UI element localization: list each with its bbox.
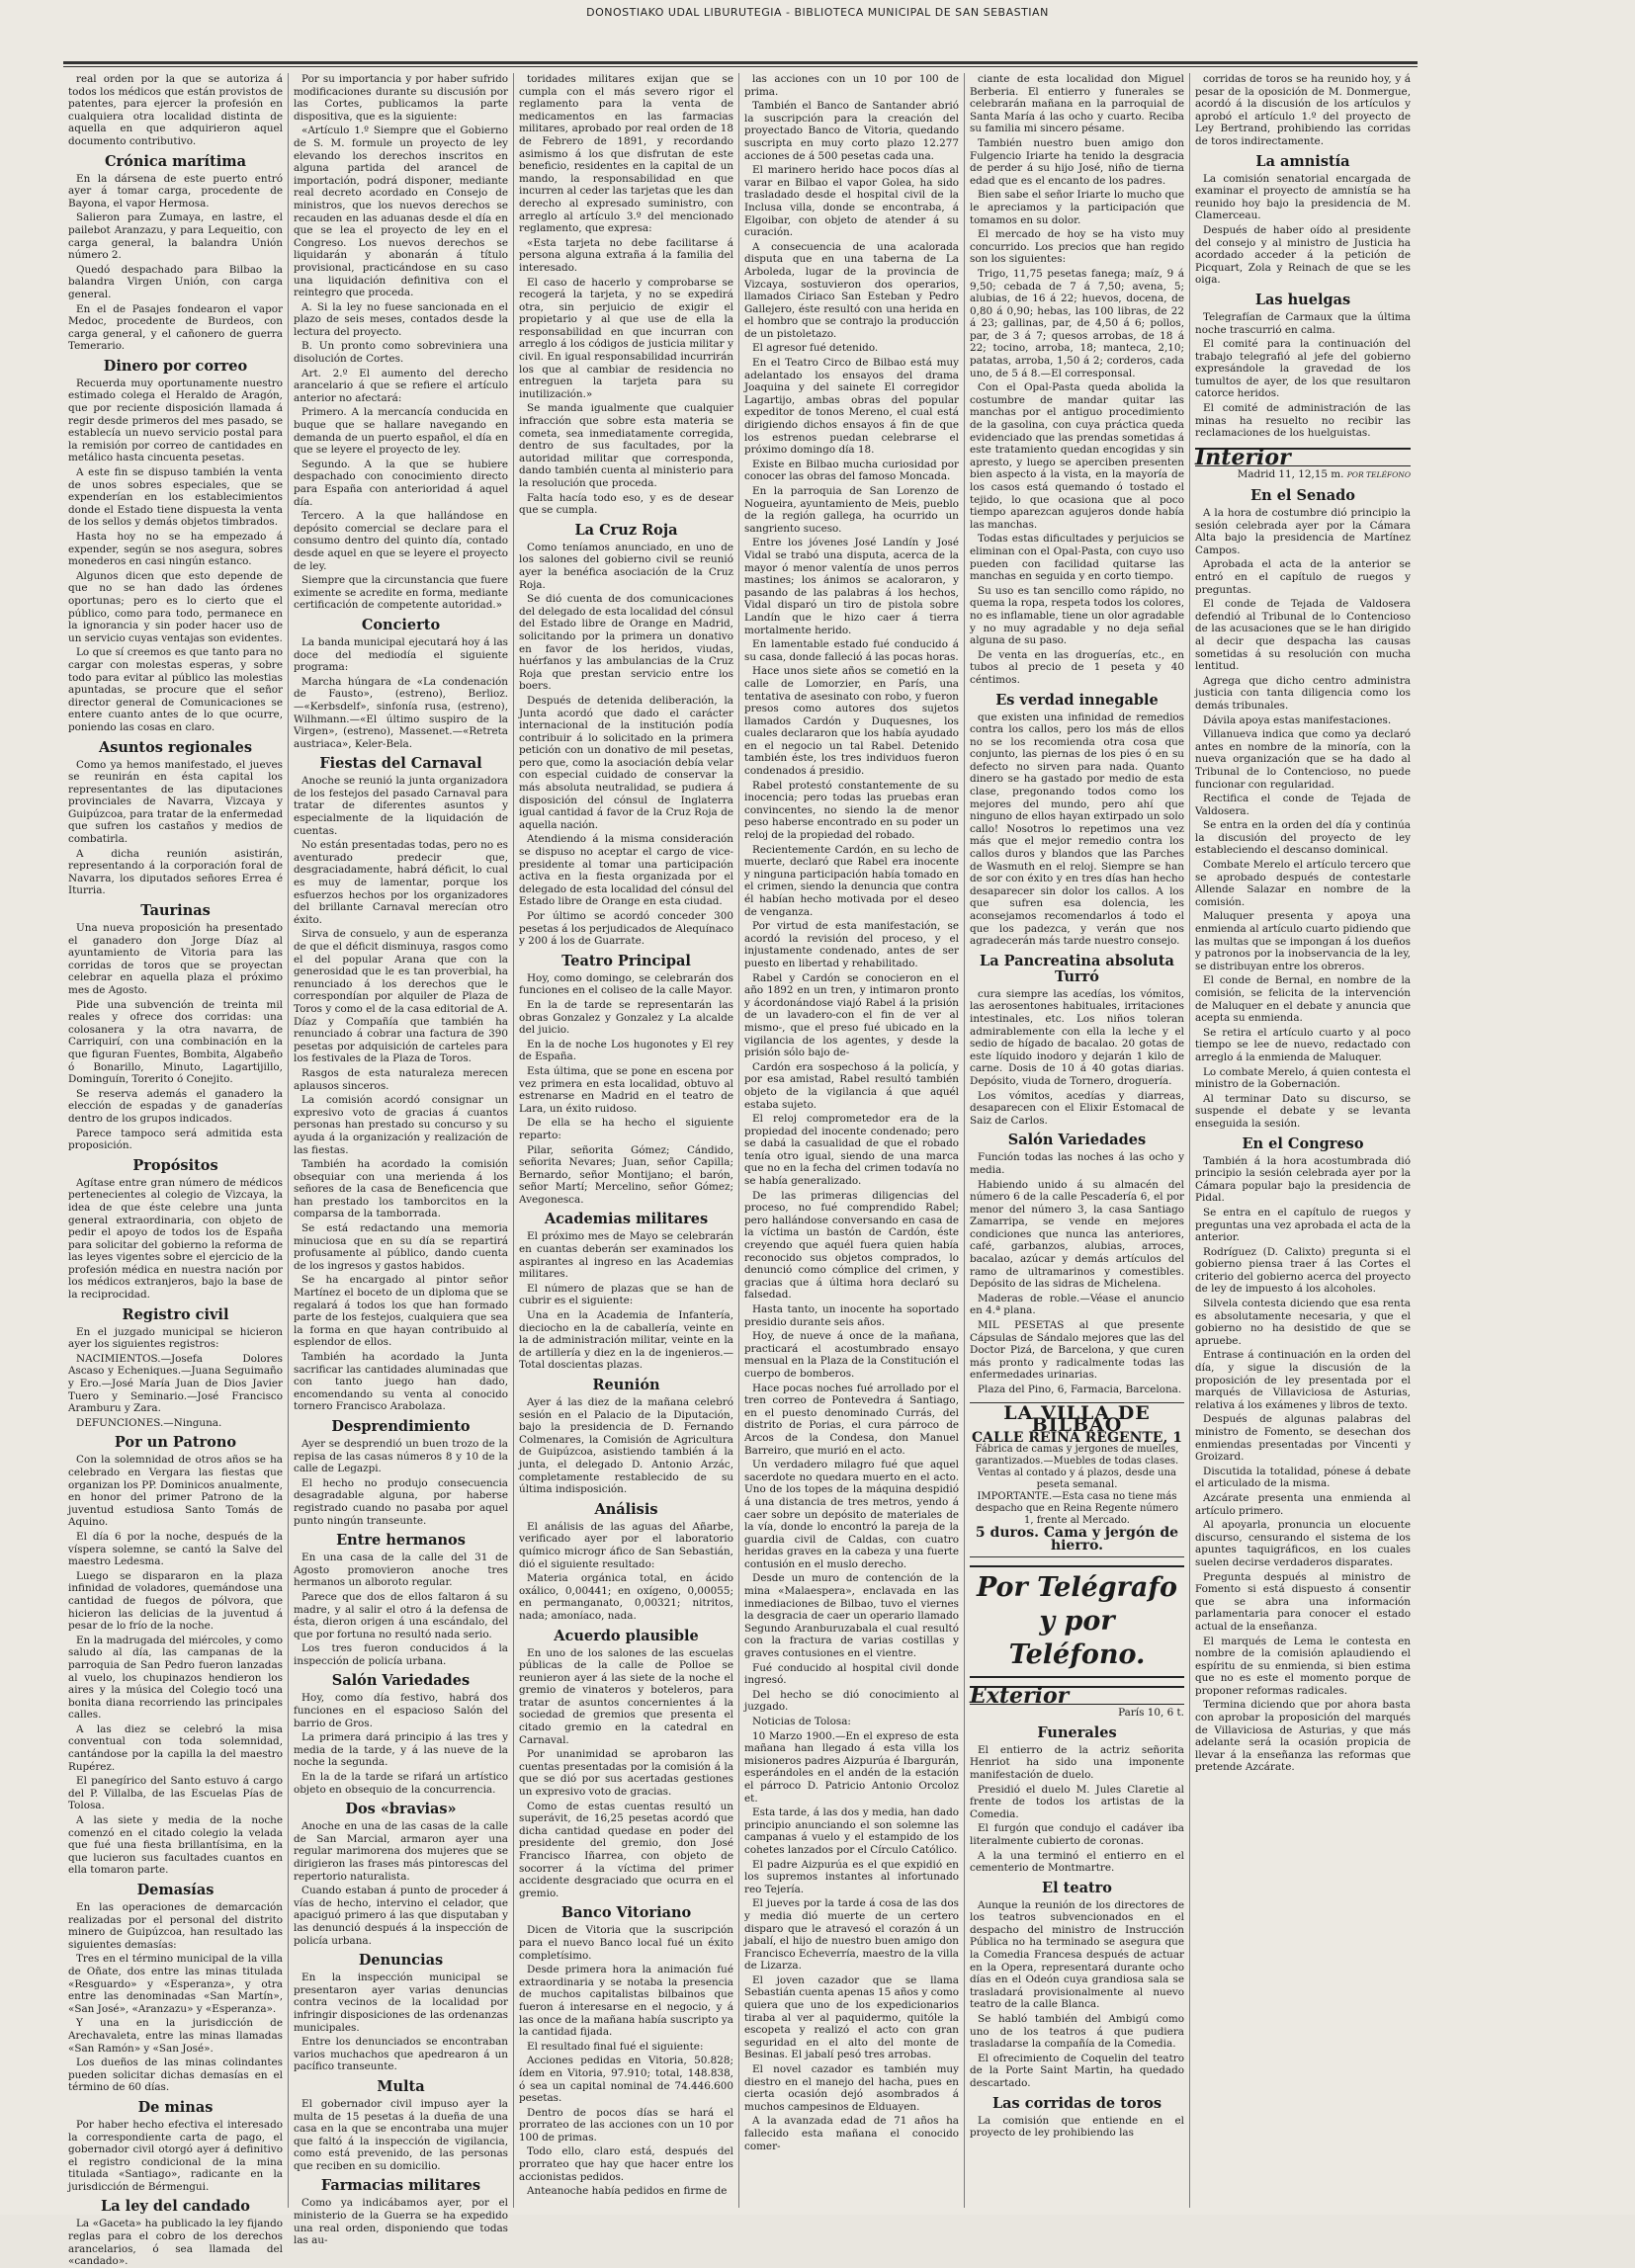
article-paragraph: las acciones con un 10 por 100 de prima.: [744, 73, 959, 98]
article-paragraph: Falta hacía todo eso, y es de desear que se cumpla.: [519, 491, 733, 517]
section-heading: Exterior: [970, 1686, 1184, 1706]
article-paragraph: El panegírico del Santo estuvo á cargo del P. Villalba, de las Escuelas Pías de Tolosa.: [68, 1775, 283, 1812]
article-paragraph: Al terminar Dato su discurso, se suspende el debate y se levanta enseguida la sesión.: [1195, 1092, 1411, 1130]
article-paragraph: El conde de Tejada de Valdosera defendió al Tribunal de lo Contencioso de las acusaciones que se le han dirigido al decir que despacha las causas sometidas á su resolución con mucha lentitud.: [1195, 598, 1411, 673]
article-paragraph: Se habló también del Ambigú como uno de los teatros á que pudiera trasladarse la compañía de la Comedia.: [970, 2013, 1184, 2051]
article-paragraph: Hasta hoy no se ha empezado á expender, según se nos asegura, sobres monederos en casi ningún estanco.: [68, 531, 283, 568]
article-paragraph: Lo combate Merelo, á quien contesta el ministro de la Gobernación.: [1195, 1065, 1411, 1091]
article-paragraph: Rodríguez (D. Calixto) pregunta si el gobierno piensa traer á las Cortes el criterio del gobierno acerca del proyecto de ley de impuesto á los alcoholes.: [1195, 1245, 1411, 1296]
article-paragraph: Existe en Bilbao mucha curiosidad por conocer las obras del famoso Moncada.: [744, 458, 959, 483]
column-4: [739, 73, 965, 2208]
dateline-text: París 10, 6 t.: [1118, 1707, 1184, 1720]
article-paragraph: El padre Aizpurúa es el que expidió en los supremos instantes al infortunado reo Tejería.: [744, 1858, 959, 1895]
article-paragraph: El resultado final fué el siguiente:: [527, 2040, 704, 2053]
article-paragraph: Villanueva indica que como ya declaró antes en nombre de la minoría, con la nueva organización que se ha dado al Tribunal de lo Contencioso, no puede funcionar con regularidad.: [1195, 728, 1411, 791]
article-paragraph: Sirva de consuelo, y aun de esperanza de que el déficit disminuya, rasgos como el del popular Arana que con la generosidad que le es tan proverbial, ha renunciado á los derechos que le correspondían por alquiler de Plaza de Toros y como el de la casa editorial de A. Díaz y Compañía que también ha renunciado á cobrar una factura de 390 pesetas por adquisición de carteles para los festivales de la Plaza de Toros.: [294, 928, 508, 1065]
article-headline: Funerales: [1037, 1723, 1117, 1741]
article-paragraph: A. Si la ley no fuese sancionada en el plazo de seis meses, contados desde la lectura del proyecto.: [294, 300, 508, 338]
article-paragraph: El jueves por la tarde á cosa de las dos y media dió muerte de un certero disparo que le atravesó el corazón á un jabalí, el hijo de nuestro buen amigo don Francisco Echeverría, maestro de la villa de Lizarza.: [744, 1897, 959, 1973]
article-headline: La amnistía: [1255, 152, 1350, 170]
article-paragraph: El próximo mes de Mayo se celebrarán en cuantas deberán ser examinados los aspirantes al ingreso en las Academias militares.: [519, 1230, 733, 1281]
article-paragraph: Quedó despachado para Bilbao la balandra Virgen Unión, con carga general.: [68, 263, 283, 300]
article-headline: Concierto: [361, 616, 441, 633]
article-paragraph: Pilar, señorita Gómez; Cándido, señorita Nevares; Juan, señor Capilla; Bernardo, señor Montijano; el barón, señor Martí; Mercelino, señor Gómez; Avegonesca.: [519, 1143, 733, 1206]
article-paragraph: Agrega que dicho centro administra justicia con tanta diligencia como los demás tribunales.: [1195, 674, 1411, 712]
article-paragraph: Fué conducido al hospital civil donde ingresó.: [744, 1661, 959, 1687]
article-paragraph: En el Teatro Circo de Bilbao está muy adelantado los ensayos del drama Joaquina y del sainete El corregidor Lagartijo, ambas obras del popular expeditor de tonos Mereno, el cual está dirigiendo dichos ensayos á fin de que los estrenos puedan celebrarse el próximo domingo día 18.: [744, 357, 959, 457]
article-paragraph: Bien sabe el señor Iriarte lo mucho que le apreciamos y la participación que tomamos en su dolor.: [970, 189, 1184, 226]
article-headline: Las corridas de toros: [991, 2094, 1162, 2112]
article-paragraph: El marqués de Lema le contesta en nombre de la comisión aplaudiendo el espíritu de su enmienda, si bien estima que no es este el momento porque de proponer reformas radicales.: [1195, 1635, 1411, 1697]
article-paragraph: En la de tarde se representarán las obras Gonzalez y Gonzalez y La alcalde del juicio.: [519, 998, 733, 1037]
dateline: [970, 1707, 1184, 1720]
article-headline: En el Senado: [1250, 487, 1355, 505]
article-paragraph: Después de algunas palabras del ministro de Fomento, se desechan dos enmiendas presentadas por Vincenti y Groizard.: [1195, 1413, 1411, 1464]
article-paragraph: Maderas de roble.—Véase el anuncio en 4.ª plana.: [970, 1292, 1184, 1317]
article-paragraph: Cuando estaban á punto de proceder á vías de hecho, intervino el celador, que apaciguó primero á las que disputaban y las denunció después á la inspección de policía urbana.: [294, 1885, 508, 1947]
article-headline: Acuerdo plausible: [554, 1627, 699, 1644]
article-headline: Crónica marítima: [104, 152, 246, 170]
article-paragraph: En uno de los salones de las escuelas públicas de la calle de Polloe se reunieron ayer á las siete de la noche el gremio de vinateros y boteleros, para tratar de asuntos concernientes á la sociedad de gremios que presenta el citado gremio en la catedral en Carnaval.: [519, 1646, 733, 1746]
article-paragraph: Siempre que la circunstancia que fuere eximente se acredite en forma, mediante certificación de competente autoridad.»: [294, 574, 508, 612]
article-paragraph: Luego se dispararon en la plaza infinidad de voladores, quemándose una cantidad de fuegos de pólvora, que hicieron las delicias de la juventud á pesar de lo frío de la noche.: [68, 1569, 283, 1633]
column-2: [289, 73, 514, 2247]
article-paragraph: La banda municipal ejecutará hoy á las doce del mediodía el siguiente programa:: [294, 635, 508, 674]
article-paragraph: Algunos dicen que esto depende de que no se han dado las órdenes oportunas; pero es lo cierto que el público, como para todo, permanece en la ignorancia y sin poder hacer uso de un servicio cuyas ventajas son evidentes.: [68, 569, 283, 644]
article-paragraph: A este fin se dispuso también la venta de unos sobres especiales, que se expenderían en los establecimientos donde el Estado tiene dispuesta la venta de los sellos y demás objetos timbrados.: [68, 466, 283, 529]
article-paragraph: Ayer se desprendió un buen trozo de la repisa de las casas números 8 y 10 de la calle de Legazpi.: [294, 1437, 508, 1475]
article-paragraph: Salieron para Zumaya, en lastre, el pailebot Aranzazu, y para Lequeitio, con carga general, la balandra Unión número 2.: [68, 211, 283, 262]
article-paragraph: ciante de esta localidad don Miguel Berberia. El entierro y funerales se celebrarán mañana en la parroquial de Santa María á las ocho y cuarto. Reciba su familia mi sincero pésame.: [970, 73, 1184, 135]
article-paragraph: MIL PESETAS al que presente Cápsulas de Sándalo mejores que las del Doctor Pizá, de Barcelona, y que curen más pronto y radicalmente todas las enfermedades urinarias.: [970, 1319, 1184, 1382]
article-paragraph: Hasta tanto, un inocente ha soportado presidio durante seis años.: [744, 1303, 959, 1328]
ad-line: Fábrica de camas y jergones de muelles, garantizados.—Muebles de todas clases.: [975, 1444, 1179, 1468]
ad-line: Ventas al contado y á plazos, desde una peseta semanal.: [977, 1468, 1177, 1491]
article-paragraph: Con la solemnidad de otros años se ha celebrado en Vergara las fiestas que organizan los PP. Dominicos anualmente, en honor del primer Patrono de la juventud estudiosa Santo Tomás de Aquino.: [68, 1454, 283, 1529]
article-headline: Análisis: [594, 1500, 658, 1518]
article-paragraph: No están presentadas todas, pero no es aventurado predecir que, desgraciadamente, habrá déficit, lo cual es muy de lamentar, porque los esfuerzos hechos por los organizadores del brillante Carnaval merecían otro éxito.: [294, 839, 508, 926]
article-headline: Registro civil: [122, 1305, 229, 1323]
article-paragraph: Como ya indicábamos ayer, por el ministerio de la Guerra se ha expedido una real orden, disponiendo que todas las au-: [294, 2197, 508, 2247]
article-paragraph: De ella se ha hecho el siguiente reparto:: [519, 1117, 733, 1141]
article-paragraph: El comité para la continuación del trabajo telegrafió al jefe del gobierno expresándole la gravedad de los tumultos de ayer, de los que resultaron catorce heridos.: [1195, 338, 1411, 400]
column-1: [63, 73, 289, 2268]
article-paragraph: Pregunta después al ministro de Fomento si está dispuesto á consentir que se abra una información parlamentaria para conocer el estado actual de la enseñanza.: [1195, 1570, 1411, 1633]
article-paragraph: Y una en la jurisdicción de Arechavaleta, entre las minas llamadas «San Ramón» y «San José».: [68, 2017, 283, 2055]
article-paragraph: De las primeras diligencias del proceso, no fué comprendido Rabel; pero hallándose conversando en casa de la víctima un bastón de Cardón, éste creyendo que aquél fuera quien había reconocido sus objetos comprados, lo denunció como cómplice del crimen, y gracias que á última hora declaró su falsedad.: [744, 1189, 959, 1302]
article-paragraph: Se reserva además el ganadero la elección de espadas y de ganaderías dentro de los grupos indicados.: [68, 1087, 283, 1125]
article-headline: La ley del candado: [101, 2198, 250, 2216]
article-headline: De minas: [137, 2098, 214, 2116]
article-paragraph: Discutida la totalidad, pónese á debate el articulado de la misma.: [1195, 1465, 1411, 1490]
article-paragraph: Se está redactando una memoria minuciosa que en su día se repartirá profusamente al público, dando cuenta de los ingresos y gastos habidos.: [294, 1222, 508, 1272]
article-paragraph: NACIMIENTOS.—Josefa Dolores Ascaso y Echeniques.—Juana Seguimaño y Ero.—José María Juan de Dios Javier Tuero y Seminario.—José Francisco Aramburu y Zara.: [68, 1352, 283, 1415]
article-paragraph: Desde un muro de contención de la mina «Malaespera», enclavada en las inmediaciones de Bilbao, tuvo el viernes la desgracia de caer un operario llamado Segundo Aranburuzabala el cual resultó con la fractura de varias costillas y graves contusiones en el vientre.: [744, 1572, 959, 1660]
article-paragraph: El marinero herido hace pocos días al varar en Bilbao el vapor Golea, ha sido trasladado desde el hospital civil de la Inclusa villa, donde se encontraba, á Elgoibar, con objeto de atender á su curación.: [744, 164, 959, 239]
article-paragraph: El agresor fué detenido.: [752, 342, 879, 355]
article-headline: En el Congreso: [1242, 1134, 1364, 1152]
article-paragraph: real orden por la que se autoriza á todos los médicos que están provistos de patentes, para ejercer la profesión en cualquiera otra localidad distinta de aquella en que adquirieron aquel documento contributivo.: [68, 73, 283, 147]
article-paragraph: También el Banco de Santander abrió la suscripción para la creación del proyectado Banco de Vitoria, quedando suscripta en muy corto plazo 12.277 acciones de á 500 pesetas cada una.: [744, 100, 959, 162]
article-headline: Dos «bravias»: [345, 1801, 457, 1818]
article-paragraph: Hoy, como día festivo, habrá dos funciones en el espacioso Salón del barrio de Gros.: [294, 1692, 508, 1729]
article-paragraph: También ha acordado la comisión obsequiar con una merienda á los señores de la casa de Beneficencia que han prestado los tamborcitos en la comparsa de la tamborrada.: [294, 1158, 508, 1220]
article-paragraph: Entre los jóvenes José Landín y José Vidal se trabó una disputa, acerca de la mayor ó menor valentía de unos perros mastines; los ánimos se acaloraron, y pasando de las palabras á los hechos, Vidal disparó un tiro de pistola sobre Landín que le hizo caer á tierra mortalmente herido.: [744, 537, 959, 636]
column-3: [514, 73, 739, 2208]
article-paragraph: El joven cazador que se llama Sebastián cuenta apenas 15 años y como quiera que uno de los expedicionarios tiraba al ver al paquidermo, quitóle la escopeta y realizó el acto con gran seguridad en el alto del monte de Besinas. El jabalí pesó tres arrobas.: [744, 1974, 959, 2061]
article-paragraph: En la inspección municipal se presentaron ayer varias denuncias contra vecinos de la localidad por infringir disposiciones de las ordenanzas municipales.: [294, 1972, 508, 2034]
article-paragraph: Acciones pedidas en Vitoria, 50.828; ídem en Vitoria, 97.910; total, 148.838, ó sea un capital nominal de 74.446.600 pesetas.: [519, 2055, 733, 2105]
article-paragraph: Presidió el duelo M. Jules Claretie al frente de todos los artistas de la Comedia.: [970, 1783, 1184, 1820]
article-paragraph: Primero. A la mercancía conducida en buque que se hallare navegando en demanda de un puerto español, el día en que se leyere el proyecto de ley.: [294, 406, 508, 457]
article-paragraph: Maluquer presenta y apoya una enmienda al artículo cuarto pidiendo que las multas que se impongan á los dueños y patronos por la inobservancia de la ley, se distribuyan entre los obreros.: [1195, 910, 1411, 972]
article-paragraph: Segundo. A la que se hubiere despachado con conocimiento directo para España con anterioridad á aquel día.: [294, 458, 508, 508]
article-paragraph: Rasgos de esta naturaleza merecen aplausos sinceros.: [294, 1066, 508, 1092]
article-headline: Salón Variedades: [1007, 1132, 1147, 1149]
article-paragraph: Como teníamos anunciado, en uno de los salones del gobierno civil se reunió ayer la benéfica asociación de la Cruz Roja.: [519, 541, 733, 591]
article-headline: Por un Patrono: [114, 1434, 237, 1452]
article-paragraph: En la de la tarde se rifará un artístico objeto en obsequio de la concurrencia.: [294, 1771, 508, 1796]
article-paragraph: Se manda igualmente que cualquier infracción que sobre esta materia se cometa, sea inmediatamente corregida, dentro de sus facultades, por la autoridad militar que corresponda, dando también cuenta al ministerio para la resolución que proceda.: [519, 402, 733, 489]
article-paragraph: Art. 2.º El aumento del derecho arancelario á que se refiere el artículo anterior no afectará:: [294, 367, 508, 404]
article-headline: La Pancreatina absoluta Turró: [980, 952, 1174, 985]
ad-subtitle: CALLE REINA REGENTE, 1: [972, 1429, 1182, 1446]
article-paragraph: La «Gaceta» ha publicado la ley fijando reglas para el cobro de los derechos arancelarios, ó sea llamada del «candado».: [68, 2218, 283, 2268]
article-headline: Academias militares: [544, 1211, 709, 1228]
article-headline: Entre hermanos: [336, 1532, 466, 1550]
article-paragraph: La comisión acordó consignar un expresivo voto de gracias á cuantos personas han prestado su concurso y su ayuda á la organización y realización de las fiestas.: [294, 1094, 508, 1156]
article-paragraph: En lamentable estado fué conducido á su casa, donde falleció á las pocas horas.: [744, 638, 959, 663]
ad-line: IMPORTANTE.—Esta casa no tiene más despacho que en Reina Regente número 1, frente al Mercado.: [975, 1491, 1179, 1527]
article-paragraph: Después de haber oído al presidente del consejo y al ministro de Justicia ha acordado acceder á la petición de Picquart, Zola y Reinach de que se les oiga.: [1195, 223, 1411, 287]
article-paragraph: Lo que sí creemos es que tanto para no cargar con molestas esperas, y sobre todo para evitar al público las molestias apuntadas, se procure que el señor director general de Comunicaciones se entere cuanto antes de lo que ocurre, poniendo las cosas en claro.: [68, 646, 283, 733]
article-paragraph: Después de detenida deliberación, la Junta acordó que dado el carácter internacional de la institución podía contribuir á lo solicitado en la primera petición con un donativo de mil pesetas, pero que, como la asociación debía velar con especial cuidado de conservar la más absoluta neutralidad, se pudiera á disposición del cónsul de Inglaterra igual cantidad á favor de la Cruz Roja de aquella nación.: [519, 694, 733, 831]
article-paragraph: Anoche se reunió la junta organizadora de los festejos del pasado Carnaval para tratar de diferentes asuntos y especialmente de la liquidación de cuentas.: [294, 775, 508, 837]
article-paragraph: 10 Marzo 1900.—En el expreso de esta mañana han llegado á esta villa los misioneros padres Aizpurúa é Ibargurán, esperándoles en el andén de la estación el párroco D. Patricio Antonio Orcoloz et.: [744, 1729, 959, 1805]
article-paragraph: La comisión que entiende en el proyecto de ley prohibiendo las: [970, 2114, 1184, 2140]
article-paragraph: Un verdadero milagro fué que aquel sacerdote no quedara muerto en el acto. Uno de los topes de la máquina despidió á una distancia de tres metros, yendo á caer sobre un depósito de materiales de la vía, donde lo encontró la pareja de la guardia civil de Caldas, con cuatro heridas graves en la cabeza y una fuerte contusión en el muslo derecho.: [744, 1459, 959, 1570]
article-headline: Es verdad innegable: [995, 691, 1159, 709]
article-paragraph: En el juzgado municipal se hicieron ayer los siguientes registros:: [68, 1325, 283, 1351]
article-paragraph: Esta tarde, á las dos y media, han dado principio anunciando el son solemne las campanas á vuelo y el estampido de los cohetes lanzados por el Círculo Católico.: [744, 1806, 959, 1856]
article-paragraph: Todo ello, claro está, después del prorrateo que hay que hacer entre los accionistas pedidos.: [519, 2145, 733, 2183]
article-paragraph: A la una terminó el entierro en el cementerio de Montmartre.: [970, 1849, 1184, 1875]
article-paragraph: Por virtud de esta manifestación, se acordó la revisión del proceso, y el injustamente condenado, antes de ser puesto en libertad y rehabilitado.: [744, 920, 959, 969]
article-paragraph: Se ha encargado al pintor señor Martínez el boceto de un diploma que se regalará á todos los que han formado parte de los festejos, cualquiera que sea la forma en que hayan contribuido al esplendor de ellos.: [294, 1274, 508, 1349]
article-headline: Banco Vitoriano: [560, 1904, 692, 1922]
article-paragraph: Rectifica el conde de Tejada de Valdosera.: [1195, 793, 1411, 817]
article-paragraph: Hoy, de nueve á once de la mañana, practicará el acostumbrado ensayo mensual en la Plaza de la Constitución el cuerpo de bomberos.: [744, 1330, 959, 1380]
article-paragraph: Por último se acordó conceder 300 pesetas á los perjudicados de Alequínaco y 200 á los de Guarrate.: [519, 910, 733, 948]
article-paragraph: Combate Merelo el artículo tercero que se aprobado después de contestarle Allende Salazar en nombre de la comisión.: [1195, 859, 1411, 908]
article-paragraph: Se entra en el capítulo de ruegos y preguntas una vez aprobada el acta de la anterior.: [1195, 1206, 1411, 1244]
article-paragraph: Parece que dos de ellos faltaron á su madre, y al salir el otro á la defensa de ésta, dieron origen á una escándalo, del que por fortuna no resultó nada serio.: [294, 1590, 508, 1640]
article-paragraph: que existen una infinidad de remedios contra los callos, pero los más de ellos no se los recomienda otra cosa que conjunto, las piernas de los pies ó en su defecto no sirven para nada. Quanto dinero se ha gastado por medio de esta clase, pregonando todos como los mejores del mundo, pero ahí que ninguno de ellos hayan extirpado un solo callo! Nosotros lo repetimos una vez más que el mejor remedio contra los callos duros y blandos que las Parches de Wasmuth en el reloj. Siempre se han de sor con éxito y en tres días han hecho desaparecer sin dolor los callos. A los que sufren esa dolencia, les aconsejamos recomendarlos á todo el que los padezca, y verán que nos agradecerán más tarde nuestro consejo.: [970, 711, 1184, 948]
article-paragraph: A las siete y media de la noche comenzó en el citado colegio la velada que fué una fiesta brillantísima, en la que lucieron sus facultades cuantos en ella tomaron parte.: [68, 1814, 283, 1877]
article-paragraph: Tres en el término municipal de la villa de Oñate, dos entre las minas titulada «Resguardo» y «Esperanza», y otra entre las denominadas «San Martín», «San José», «Aranzazu» y «Esperanza».: [68, 1953, 283, 2015]
article-paragraph: El comité de administración de las minas ha resuelto no recibir las reclamaciones de los huelguistas.: [1195, 402, 1411, 440]
article-headline: Asuntos regionales: [98, 738, 253, 756]
article-paragraph: Por su importancia y por haber sufrido modificaciones durante su discusión por las Cortes, publicamos la parte dispositiva, que es la siguiente:: [294, 73, 508, 123]
article-paragraph: Al apoyarla, pronuncia un elocuente discurso, censurando el sistema de los apuntes taquigráficos, en los cuales suelen decirse verdaderos disparates.: [1195, 1519, 1411, 1568]
library-banner: DONOSTIAKO UDAL LIBURUTEGIA - BIBLIOTECA MUNICIPAL DE SAN SEBASTIAN: [586, 6, 1049, 19]
article-paragraph: Pide una subvención de treinta mil reales y ofrece dos corridas: una colosanera y la otra navarra, de Carriquirí, con una combinación en la que figuran Fuentes, Bombita, Algabeño ó Bonarillo, Minuto, Lagartijillo, Dominguín, Torerito ó Conejito.: [68, 998, 283, 1086]
article-paragraph: El reloj comprometedor era de la propiedad del inocente condenado; pero se dabá la casualidad de que el robado tenía otro igual, siendo de una marca que no en la fecha del crimen todavía no se había generalizado.: [744, 1113, 959, 1188]
article-paragraph: Hace pocas noches fué arrollado por el tren correo de Pontevedra á Santiago, en el puesto denominado Currás, del distrito de Porias, el cura párroco de Arcos de la Condesa, don Manuel Barreiro, que murió en el acto.: [744, 1382, 959, 1457]
article-paragraph: Dicen de Vitoria que la suscripción para el nuevo Banco local fué un éxito completísimo.: [519, 1924, 733, 1962]
article-paragraph: El furgón que condujo el cadáver iba literalmente cubierto de coronas.: [970, 1822, 1184, 1847]
article-paragraph: Aunque la reunión de los directores de los teatros subvencionados en el despacho del ministro de Instrucción Pública no ha terminado se asegura que la Comedia Francesa después de actuar en la Opera, representará durante ocho días en el Odeón cuya grandiosa sala se trasladará provisionalmente al nuevo teatro de la calle Blanca.: [970, 1898, 1184, 2011]
article-paragraph: En las operaciones de demarcación realizadas por el personal del distrito minero de Guipúzcoa, han resultado las siguientes demasías:: [68, 1901, 283, 1951]
article-paragraph: De venta en las droguerías, etc., en tubos al precio de 1 peseta y 40 céntimos.: [970, 648, 1184, 686]
dateline-source: POR TELÉFONO: [1346, 470, 1411, 480]
article-paragraph: Una en la Academia de Infantería, dieciocho en la de caballería, veinte en la de administración militar, veinte en la de artillería y diez en la de ingenieros.—Total doscientas plazas.: [519, 1309, 733, 1372]
article-paragraph: Noticias de Tolosa:: [752, 1716, 851, 1727]
article-paragraph: Anoche en una de las casas de la calle de San Marcial, armaron ayer una regular marimorena dos mujeres que se dirigieron las frases más pintorescas del repertorio naturalista.: [294, 1820, 508, 1883]
article-paragraph: Por unanimidad se aprobaron las cuentas presentadas por la comisión á la que se dió por sus acertadas gestiones un expresivo voto de gracias.: [519, 1748, 733, 1799]
article-paragraph: Rabel y Cardón se conocieron en el año 1892 en un tren, y intimaron pronto y ácordonándose viajó Rabel á la prisión de un lavadero-con el fin de ver al mismo-, que el preso fué ubicado en la vigilancia de los agentes, y desde la prisión sólo bajo de-: [744, 971, 959, 1059]
article-paragraph: A la hora de costumbre dió principio la sesión celebrada ayer por la Cámara Alta bajo la presidencia de Martínez Campos.: [1195, 507, 1411, 556]
article-paragraph: Atendiendo á la misma consideración se dispuso no aceptar el cargo de vice-presidente al tomar una participación activa en la fiesta organizada por el delegado de esta localidad del cónsul del Estado libre de Orange en esta ciudad.: [519, 833, 733, 908]
article-headline: Taurinas: [140, 902, 211, 920]
article-paragraph: A la avanzada edad de 71 años ha fallecido esta mañana el conocido comer-: [744, 2115, 959, 2152]
article-paragraph: También ha acordado la Junta sacrificar las cantidades aluminadas que con tanto juego han dado, encomendando su venta al conocido tornero Francisco Arabolaza.: [294, 1351, 508, 1413]
article-paragraph: El hecho no produjo consecuencia desagradable alguna, por haberse registrado cuando no pasaba por aquel punto ningún transeunte.: [294, 1476, 508, 1527]
advertisement: [970, 1402, 1184, 1557]
article-headline: Propósitos: [132, 1156, 218, 1174]
article-paragraph: Ayer á las diez de la mañana celebró sesión en el Palacio de la Diputación, bajo la presidencia de D. Fernando Colmenares, la Comisión de Agricultura de Guipúzcoa, asistiendo también á la junta, el delegado D. Antonio Arzác, completamente restablecido de su última indisposición.: [519, 1396, 733, 1496]
article-paragraph: En la parroquia de San Lorenzo de Nogueira, ayuntamiento de Meis, pueblo de la región gallega, ha ocurrido un sangriento suceso.: [744, 485, 959, 535]
article-paragraph: A consecuencia de una acalorada disputa que en una taberna de La Arboleda, lugar de la provincia de Vizcaya, sostuvieron dos operarios, llamados Ciriaco San Esteban y Pedro Gallejero, éste resultó con una herida en el hombro que se contrajo la producción de un pistoletazo.: [744, 240, 959, 340]
article-paragraph: Con el Opal-Pasta queda abolida la costumbre de mandar quitar las manchas por el antiguo procedimiento de la gasolina, con cuya práctica queda evidenciado que las prendas sometidas á este tratamiento quedan encogidas y sin apresto, y luego se aperciben presenten bien aspecto á la vista, en la mayoría de los casos está quemando ó tostado el tejido, lo que ocasiona que al poco tiempo aparezcan agujeros donde había las manchas.: [970, 381, 1184, 531]
article-paragraph: Azcárate presenta una enmienda al artículo primero.: [1195, 1491, 1411, 1517]
article-paragraph: Su uso es tan sencillo como rápido, no quema la ropa, respeta todos los colores, no es inflamable, tiene un olor agradable y no muy agradable y no deja señal alguna de su paso.: [970, 584, 1184, 647]
article-paragraph: El día 6 por la noche, después de la víspera solemne, se cantó la Salve del maestro Ledesma.: [68, 1530, 283, 1568]
article-paragraph: Silvela contesta diciendo que esa renta es absolutamente necesaria, y que el gobierno no ha desistido de que se apruebe.: [1195, 1298, 1411, 1347]
telegraph-section-banner: Por Telégrafo y por Teléfono.: [970, 1565, 1184, 1678]
article-paragraph: Esta última, que se pone en escena por vez primera en esta localidad, obtuvo al estrenarse en Madrid en el teatro de Lara, un éxito ruidoso.: [519, 1064, 733, 1115]
article-paragraph: cura siempre las acedías, los vómitos, las aerosentones habituales, irritaciones intestinales, etc. Los niños toleran admirablemente con ella la leche y el sedio de hígado de bacalao. 20 gotas de este líquido inodoro y dejarán 1 kilo de carne. Dosis de 10 á 40 gotas diarias. Depósito, viuda de Tornero, droguería.: [970, 987, 1184, 1087]
article-headline: Demasías: [136, 1882, 215, 1898]
article-headline: Salón Variedades: [331, 1672, 471, 1690]
article-paragraph: Entrase á continuación en la orden del día, y sigue la discusión de la proposición de ley presentada por el marqués de Villaviciosa de Asturias, relativa á los exámenes y libros de texto.: [1195, 1349, 1411, 1411]
article-paragraph: Una nueva proposición ha presentado el ganadero don Jorge Díaz al ayuntamiento de Vitoria para las corridas de toros que se proyectan celebrar en aquella plaza el próximo mes de Agosto.: [68, 922, 283, 996]
article-paragraph: Desde primera hora la animación fué extraordinaria y se notaba la presencia de muchos capitalistas bilbainos que fueron á interesarse en el negocio, y á las once de la mañana había suscripto ya la cantidad fijada.: [519, 1964, 733, 2039]
column-5: [965, 73, 1190, 2208]
article-paragraph: «Artículo 1.º Siempre que el Gobierno de S. M. formule un proyecto de ley elevando los derechos inscritos en alguna partida del arancel de importación, podrá disponer, mediante real decreto acordado en Consejo de ministros, que los nuevos derechos se recauden en las aduanas desde el día en que se lea el proyecto de ley en el Congreso. Los nuevos derechos se liquidarán y abonarán á título provisional, practicándose en su caso una liquidación definitiva con el reintegro que proceda.: [294, 125, 508, 299]
article-paragraph: Recuerda muy oportunamente nuestro estimado colega el Heraldo de Aragón, que por reciente disposición llamada á regir desde primeros del mes pasado, se establecía un nuevo servicio postal para la remisión por correo de cantidades en metálico hasta cincuenta pesetas.: [68, 377, 283, 464]
article-headline: Multa: [377, 2077, 425, 2095]
article-paragraph: El novel cazador es también muy diestro en el manejo del hacha, pues en cierta ocasión dejó asombrados á muchos campesinos de Elduayen.: [744, 2063, 959, 2113]
article-paragraph: En una casa de la calle del 31 de Agosto promovieron anoche tres hermanos un alboroto regular.: [294, 1552, 508, 1589]
article-paragraph: Trigo, 11,75 pesetas fanega; maíz, 9 á 9,50; cebada de 7 á 7,50; avena, 5; alubias, de 16 á 22; huevos, docena, de 0,80 á 0,90; hebas, las 100 libras, de 22 á 23; gallinas, par, de 4,50 á 6; pollos, par, de 3 á 7; quesos arrobas, de 18 á 22; tocino, arroba, 18; manteca, 2,10; patatas, arroba, 1,50 á 2; corderos, cada uno, de 5 á 8.—El corresponsal.: [970, 267, 1184, 379]
article-paragraph: El gobernador civil impuso ayer la multa de 15 pesetas á la dueña de una casa en la que se encontraba una mujer que faltó á la inspección de vigilancia, como está prevenido, de las personas que reciben en su domicilio.: [294, 2097, 508, 2172]
ad-title: LA VILLA DE BILBAO: [1003, 1401, 1151, 1437]
article-paragraph: Los dueños de las minas colindantes pueden solicitar dichas demasías en el término de 60 días.: [68, 2057, 283, 2094]
ad-price: 5 duros. Cama y jergón de hierro.: [975, 1525, 1179, 1554]
article-paragraph: Del hecho se dió conocimiento al juzgado.: [744, 1688, 959, 1714]
article-paragraph: Como de estas cuentas resultó un superávit, de 16,25 pesetas acordó que dicha cantidad quedase en poder del presidente del gremio, don José Francisco Iñarrea, con objeto de socorrer á la víctima del primer accidente desgraciado que ocurra en el gremio.: [519, 1800, 733, 1899]
article-paragraph: El ofrecimiento de Coquelin del teatro de la Porte Saint Martin, ha quedado descartado.: [970, 2052, 1184, 2089]
article-paragraph: En el de Pasajes fondearon el vapor Medoc, procedente de Burdeos, con carga general, y el cañonero de guerra Temerario.: [68, 302, 283, 353]
article-paragraph: Marcha húngara de «La condenación de Fausto», (estreno), Berlioz.—«Kerbsdelf», sinfonía rusa, (estreno), Wilhmann.—«El último suspiro de la Virgen», (estreno), Massenet.—«Retreta austriaca», Keler-Bela.: [294, 675, 508, 750]
header-rule-thin: [63, 66, 1418, 67]
article-paragraph: Como ya hemos manifestado, el jueves se reunirán en ésta capital los representantes de las diputaciones provinciales de Navarra, Vizcaya y Guipúzcoa, para tratar de la enfermedad que sufren los castaños y medios de combatirla.: [68, 758, 283, 846]
article-paragraph: Plaza del Pino, 6, Farmacia, Barcelona.: [978, 1384, 1182, 1395]
article-paragraph: También á la hora acostumbrada dió principio la sesión celebrada ayer por la Cámara popular bajo la presidencia de Pidal.: [1195, 1154, 1411, 1205]
article-paragraph: DEFUNCIONES.—Ninguna.: [76, 1416, 222, 1429]
dateline: [1195, 468, 1411, 482]
article-paragraph: La comisión senatorial encargada de examinar el proyecto de amnistía se ha reunido hoy bajo la presidencia de M. Clamerceau.: [1195, 172, 1411, 222]
article-paragraph: «Esta tarjeta no debe facilitarse á persona alguna extraña á la familia del interesado.: [519, 236, 733, 274]
article-headline: Farmacias militares: [320, 2177, 481, 2195]
article-paragraph: Dentro de pocos días se hará el prorrateo de las acciones con un 10 por 100 de primas.: [519, 2106, 733, 2143]
article-paragraph: En la madrugada del miércoles, y como saludo al día, las campanas de la parroquia de San Pedro fueron lanzadas al vuelo, los chupinazos hendieron los aires y la música del Colegio tocó una bonita diana recorriendo las principales calles.: [68, 1634, 283, 1722]
article-paragraph: Parece tampoco será admitida esta proposición.: [68, 1127, 283, 1152]
article-paragraph: Rabel protestó constantemente de su inocencia; pero todas las pruebas eran convincentes, no siendo la de menor peso haberse encontrado en su poder un reloj de la propiedad del robado.: [744, 779, 959, 842]
column-6: [1190, 73, 1416, 2208]
article-paragraph: A dicha reunión asistirán, representando á la corporación foral de Navarra, los diputados señores Errea é Iturria.: [68, 847, 283, 897]
article-paragraph: En la dársena de este puerto entró ayer á tomar carga, procedente de Bayona, el vapor Hermosa.: [68, 172, 283, 210]
article-paragraph: Entre los denunciados se encontraban varios muchachos que apedrearon á un pacífico transeunte.: [294, 2036, 508, 2073]
article-paragraph: Los tres fueron conducidos á la inspección de policía urbana.: [294, 1642, 508, 1667]
article-paragraph: La primera dará principio á las tres y media de la tarde, y á las nueve de la noche la segunda.: [294, 1731, 508, 1769]
article-headline: El teatro: [1042, 1879, 1112, 1896]
article-headline: La Cruz Roja: [574, 521, 678, 539]
article-paragraph: También nuestro buen amigo don Fulgencio Iriarte ha tenido la desgracia de perder á su hijo José, niño de tierna edad que es el encanto de los padres.: [970, 136, 1184, 187]
article-headline: Fiestas del Carnaval: [319, 755, 482, 773]
article-headline: Denuncias: [358, 1952, 444, 1970]
article-paragraph: Termina diciendo que por ahora basta con aprobar la proposición del marqués de Villaviciosa de Asturias, y que más adelante será la ocasión propicia de llevar á la enseñanza las reformas que pretende Azcárate.: [1195, 1699, 1411, 1774]
article-paragraph: Se retira el artículo cuarto y al poco tiempo se lee de nuevo, redactado con arreglo á la enmienda de Maluquer.: [1195, 1026, 1411, 1063]
article-paragraph: Hoy, como domingo, se celebrarán dos funciones en el coliseo de la calle Mayor.: [519, 971, 733, 997]
article-paragraph: Tercero. A la que hallándose en depósito comercial se declare para el consumo dentro del quinto día, contado desde aquel en que se leyere el proyecto de ley.: [294, 510, 508, 572]
article-paragraph: En la de noche Los hugonotes y El rey de España.: [519, 1038, 733, 1063]
article-paragraph: A las diez se celebró la misa conventual con toda solemnidad, cantándose por la capilla la del maestro Rupérez.: [68, 1722, 283, 1773]
article-headline: Dinero por correo: [103, 357, 248, 375]
article-paragraph: El entierro de la actriz señorita Henriot ha sido una imponente manifestación de duelo.: [970, 1743, 1184, 1781]
header-rule: [63, 61, 1418, 64]
article-paragraph: Cardón era sospechoso á la policía, y por esa amistad, Rabel resultó también objeto de la vigilancia á que aquél estaba sujeto.: [744, 1060, 959, 1111]
article-paragraph: Función todas las noches á las ocho y media.: [970, 1151, 1184, 1176]
article-paragraph: Todas estas dificultades y perjuicios se eliminan con el Opal-Pasta, con cuyo uso pueden con facilidad quitarse las manchas en seguida y en corto tiempo.: [970, 533, 1184, 583]
columns: [63, 73, 1420, 2268]
article-paragraph: Materia orgánica total, en ácido oxálico, 0,00441; en oxígeno, 0,00055; en permanganato, 0,00321; nitritos, nada; amoníaco, nada.: [519, 1572, 733, 1622]
article-headline: Teatro Principal: [561, 952, 691, 969]
article-paragraph: corridas de toros se ha reunido hoy, y á pesar de la oposición de M. Donmergue, acordó á la discusión de los artículos y aprobó el artículo 1.º del proyecto de Ley Bertrand, prohibiendo las corridas de toros indirectamente.: [1195, 73, 1411, 147]
article-paragraph: El mercado de hoy se ha visto muy concurrido. Los precios que han regido son los siguientes:: [970, 228, 1184, 266]
article-paragraph: Hace unos siete años se cometió en la calle de Lomorzier, en París, una tentativa de asesinato con robo, y fueron presos como autores dos sujetos llamados Cardón y Duquesnes, los cuales declararon que los había ayudado en el negocio un tal Rabel. Detenido también éste, los tres individuos fueron condenados á presidio.: [744, 665, 959, 778]
article-paragraph: El análisis de las aguas del Añarbe, verificado ayer por el laboratorio químico microgr áfico de San Sebastián, dió el siguiente resultado:: [519, 1520, 733, 1570]
article-paragraph: Se entra en la orden del día y continúa la discusión del proyecto de ley estableciendo el descanso dominical.: [1195, 819, 1411, 857]
article-paragraph: Anteanoche había pedidos en firme de: [527, 2185, 728, 2198]
article-headline: Las huelgas: [1254, 291, 1351, 308]
article-paragraph: Telegrafían de Carmaux que la última noche trascurrió en calma.: [1195, 310, 1411, 336]
article-paragraph: Los vómitos, acedías y diarreas, desaparecen con el Elixir Estomacal de Saiz de Carlos.: [970, 1089, 1184, 1127]
article-paragraph: Por haber hecho efectiva el interesado la correspondiente carta de pago, el gobernador civil otorgó ayer á definitivo el registro condicional de la mina titulada «Santiago», radicante en la jurisdicción de Bérmengui.: [68, 2118, 283, 2193]
section-heading: Interior: [1195, 448, 1411, 467]
article-paragraph: Aprobada el acta de la anterior se entró en el capítulo de ruegos y preguntas.: [1195, 558, 1411, 596]
article-paragraph: Dávila apoya estas manifestaciones.: [1203, 714, 1392, 726]
article-paragraph: Agítase entre gran número de médicos pertenecientes al colegio de Vizcaya, la idea de que éste celebre una junta general extraordinaria, con objeto de pedir el apoyo de todos los de España para solicitar del gobierno la reforma de las leyes vigentes sobre el ejercicio de la profesión médica en nuestra nación por los médicos extranjeros, bajo la base de la reciprocidad.: [68, 1176, 283, 1302]
article-headline: Reunión: [592, 1377, 660, 1393]
article-paragraph: toridades militares exijan que se cumpla con el más severo rigor el reglamento para la venta de medicamentos en las farmacias militares, aprobado por real orden de 18 de Febrero de 1891, y recordando asimismo á los que disfrutan de este beneficio, residentes en la capital de un mando, la responsabilidad en que incurren al ceder las tarjetas que les dan derecho al expresado suministro, con arreglo al artículo 3.º del mencionado reglamento, que expresa:: [519, 73, 733, 235]
article-paragraph: El caso de hacerlo y comprobarse se recogerá la tarjeta, y no se expedirá otra, sin perjuicio de exigir el propietario y al que use de ella la responsabilidad en que incurran con arreglo á los códigos de justicia militar y civil. En igual responsabilidad incurrirán los que al cambiar de residencia no entreguen la tarjeta para su inutilización.»: [519, 276, 733, 400]
article-paragraph: Recientemente Cardón, en su lecho de muerte, declaró que Rabel era inocente y ninguna participación había tomado en el crimen, siendo la denuncia que contra él habían hecho motivada por el deseo de venganza.: [744, 843, 959, 918]
article-paragraph: B. Un pronto como sobreviniera una disolución de Cortes.: [294, 340, 508, 366]
dateline-text: Madrid 11, 12,15 m.: [1237, 468, 1347, 481]
article-paragraph: El conde de Bernal, en nombre de la comisión, se felicita de la intervención de Maluquer en el debate y anuncia que acepta su enmienda.: [1195, 974, 1411, 1025]
article-headline: Desprendimiento: [331, 1417, 471, 1435]
article-paragraph: El número de plazas que se han de cubrir es el siguiente:: [519, 1282, 733, 1307]
article-paragraph: Se dió cuenta de dos comunicaciones del delegado de esta localidad del cónsul del Estado libre de Orange en Madrid, solicitando por la primera un donativo en favor de los heridos, viudas, huérfanos y las ambulancias de la Cruz Roja que prestan servicio entre los boers.: [519, 593, 733, 693]
article-paragraph: Habiendo unido á su almacén del número 6 de la calle Pescadería 6, el por menor del número 3, la casa Santiago Zamarripa, se vende en mejores condiciones que nunca las anteriores, café, garbanzos, alubias, arroces, bacalao, azúcar y demás artículos del ramo de ultramarinos y comestibles. Depósito de las sidras de Michelena.: [970, 1178, 1184, 1291]
